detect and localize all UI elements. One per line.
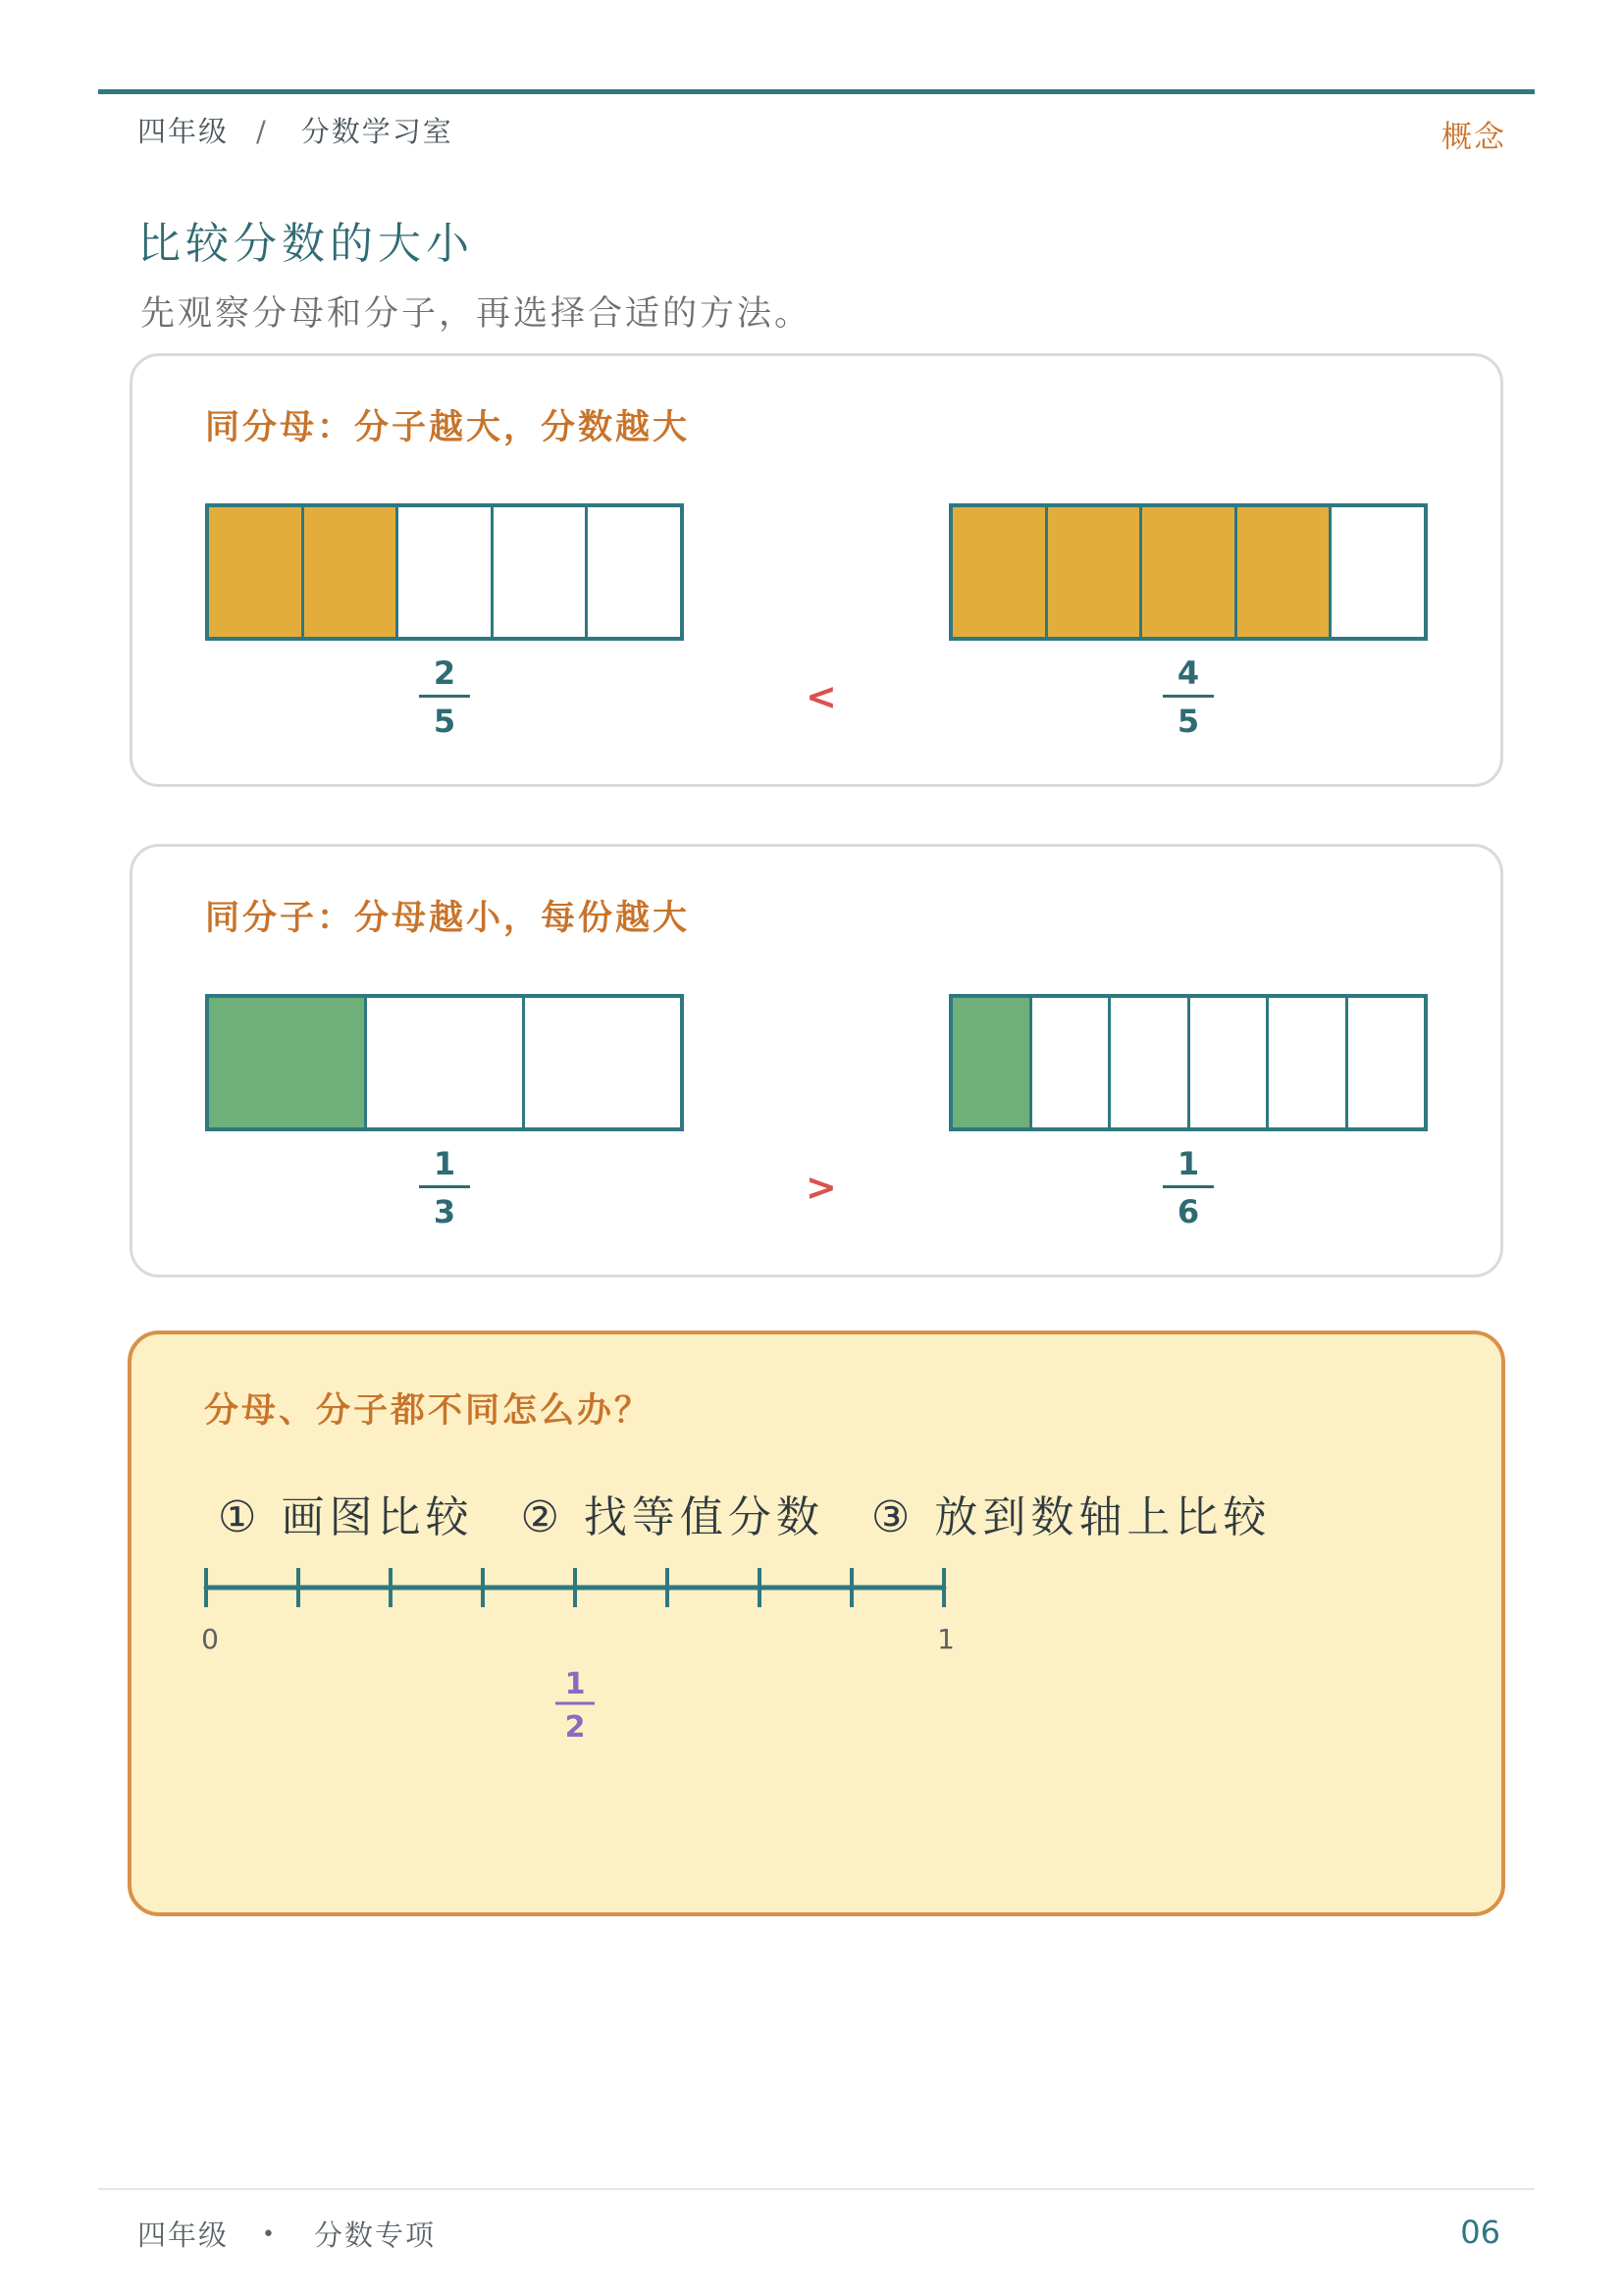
denominator: 3: [433, 1193, 456, 1230]
fraction-label-right: [1154, 1146, 1223, 1229]
breadcrumb-separator: /: [256, 115, 268, 148]
footer-rule: [98, 2188, 1535, 2190]
bar-part-empty: [1111, 998, 1190, 1127]
bar-part-filled: [209, 998, 367, 1127]
footer-topic: 分数专项: [314, 2218, 437, 2252]
page-title: 比较分数的大小: [137, 219, 474, 269]
numerator: 1: [433, 1145, 456, 1182]
numerator: 4: [1177, 654, 1200, 692]
number-line-start-label: 0: [201, 1623, 219, 1655]
numerator: 2: [433, 654, 456, 692]
bar-part-empty: [588, 507, 680, 637]
bar-part-empty: [1348, 998, 1425, 1127]
page-number: 06: [1460, 2214, 1500, 2251]
method-number: ③: [870, 1492, 916, 1542]
fraction-label-left: [410, 655, 479, 739]
bar-part-empty: [494, 507, 589, 637]
bar-part-filled: [1048, 507, 1143, 637]
bar-part-empty: [398, 507, 494, 637]
denominator: 5: [433, 703, 456, 740]
fraction-label-right: [1154, 655, 1223, 739]
bar-part-filled: [1142, 507, 1237, 637]
page-subtitle: 先观察分母和分子，再选择合适的方法。: [140, 294, 812, 334]
denominator: 6: [1177, 1193, 1200, 1230]
section-tag: 概念: [1441, 120, 1506, 155]
same-denominator-card: [130, 353, 1503, 787]
bar-part-filled: [1237, 507, 1333, 637]
bar-part-empty: [367, 998, 525, 1127]
bar-part-filled: [209, 507, 304, 637]
bar-part-filled: [953, 998, 1032, 1127]
number-line-end-label: 1: [937, 1623, 955, 1655]
footer-dot: •: [262, 2222, 277, 2247]
fraction-bar-right: [949, 503, 1428, 641]
card-heading: 分母、分子都不同怎么办？: [204, 1390, 653, 1431]
method-label: 找等值分数: [583, 1492, 824, 1542]
fraction-bar-right: [949, 994, 1428, 1131]
breadcrumb-section: 分数学习室: [300, 115, 453, 148]
method-number: ②: [520, 1492, 564, 1542]
fraction-line: [1163, 1185, 1214, 1188]
footer-grade: 四年级: [137, 2218, 230, 2252]
fraction-bar-left: [205, 503, 684, 641]
top-rule: [98, 89, 1535, 94]
different-fractions-card: [128, 1331, 1505, 1916]
bar-part-empty: [1269, 998, 1348, 1127]
fraction-bar-left: [205, 994, 684, 1131]
bar-part-empty: [1190, 998, 1270, 1127]
comparison-symbol: <: [806, 675, 837, 718]
comparison-symbol: >: [806, 1166, 837, 1209]
fraction-line: [419, 695, 470, 698]
fraction-label-left: [410, 1146, 479, 1229]
method-label: 放到数轴上比较: [934, 1492, 1272, 1542]
breadcrumb: [137, 110, 453, 150]
same-numerator-card: [130, 844, 1503, 1278]
method-label: 画图比较: [281, 1492, 474, 1542]
bar-part-empty: [525, 998, 680, 1127]
breadcrumb-grade: 四年级: [137, 115, 230, 148]
fraction-line: [419, 1185, 470, 1188]
denominator: 5: [1177, 703, 1200, 740]
card-heading: 同分母：分子越大，分数越大: [205, 407, 691, 447]
page-header: [137, 110, 1506, 153]
bar-part-empty: [1332, 507, 1424, 637]
bar-part-filled: [953, 507, 1048, 637]
footer-info: [137, 2214, 436, 2254]
fraction-line: [1163, 695, 1214, 698]
half-mark-denominator: 2: [564, 1710, 586, 1745]
method-number: ①: [218, 1492, 262, 1542]
number-line: [131, 1334, 1501, 1912]
bar-part-empty: [1032, 998, 1112, 1127]
numerator: 1: [1177, 1145, 1200, 1182]
card-heading: 同分子：分母越小，每份越大: [205, 898, 691, 938]
half-mark-numerator: 1: [564, 1667, 586, 1701]
bar-part-filled: [304, 507, 399, 637]
